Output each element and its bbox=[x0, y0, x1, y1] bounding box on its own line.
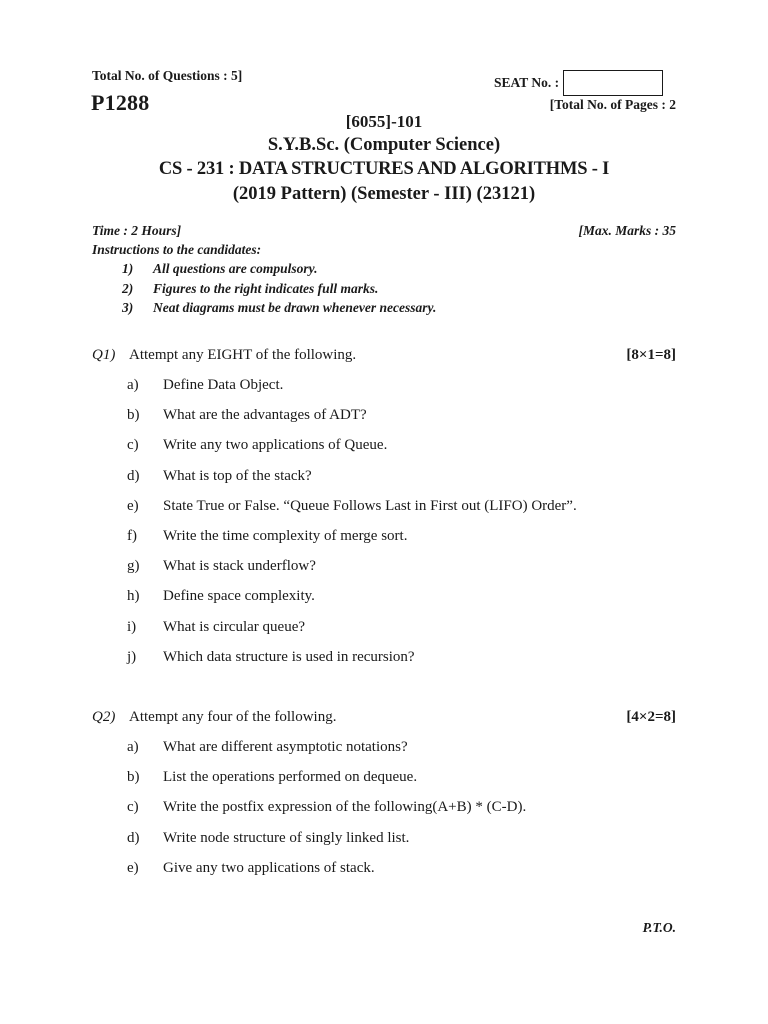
question-item bbox=[92, 558, 676, 588]
instruction-text: Neat diagrams must be drawn whenever necessary. bbox=[153, 300, 437, 315]
instructions-title: Instructions to the candidates: bbox=[92, 242, 262, 257]
instruction-text: All questions are compulsory. bbox=[153, 261, 318, 276]
question-text: Attempt any four of the following. bbox=[129, 709, 337, 725]
question-text: Attempt any EIGHT of the following. bbox=[129, 347, 357, 363]
item-letter: c) bbox=[127, 799, 139, 816]
item-text: Define space complexity. bbox=[163, 588, 315, 605]
question-item bbox=[92, 407, 676, 437]
item-letter: e) bbox=[127, 859, 139, 876]
item-text: What is stack underflow? bbox=[163, 558, 316, 575]
instruction-item bbox=[122, 300, 436, 320]
item-letter: b) bbox=[127, 769, 140, 786]
item-text: List the operations performed on dequeue. bbox=[163, 769, 418, 786]
question-item bbox=[92, 498, 676, 528]
item-letter: h) bbox=[127, 588, 140, 605]
question-item bbox=[92, 860, 676, 890]
exam-time: Time : 2 Hours] bbox=[92, 223, 182, 238]
question-items bbox=[92, 377, 676, 679]
question-item bbox=[92, 588, 676, 618]
question-2 bbox=[92, 709, 676, 890]
course-name: S.Y.B.Sc. (Computer Science) bbox=[267, 135, 501, 155]
seat-number-area bbox=[494, 69, 663, 97]
item-text: Give any two applications of stack. bbox=[163, 859, 375, 876]
paper-code: P1288 bbox=[91, 90, 150, 115]
instruction-item bbox=[122, 281, 436, 301]
item-text: Define Data Object. bbox=[163, 377, 284, 393]
question-item bbox=[92, 799, 676, 829]
item-letter: g) bbox=[127, 558, 140, 575]
question-item bbox=[92, 739, 676, 769]
total-questions: Total No. of Questions : 5] bbox=[92, 68, 243, 83]
item-text: What are the advantages of ADT? bbox=[163, 407, 367, 424]
item-text: Which data structure is used in recursion? bbox=[163, 648, 415, 665]
question-item bbox=[92, 830, 676, 860]
question-item bbox=[92, 377, 676, 407]
item-text: State True or False. “Queue Follows Last in First out (LIFO) Order”. bbox=[163, 497, 577, 514]
item-letter: a) bbox=[127, 377, 139, 393]
item-text: What is circular queue? bbox=[163, 618, 306, 635]
item-letter: i) bbox=[127, 618, 137, 635]
item-letter: a) bbox=[127, 739, 139, 755]
item-text: Write any two applications of Queue. bbox=[163, 437, 388, 454]
seat-label: SEAT No. : bbox=[494, 75, 560, 90]
question-marks: [4×2=8] bbox=[626, 709, 676, 725]
item-text: What is top of the stack? bbox=[163, 467, 312, 484]
item-text: What are different asymptotic notations? bbox=[163, 739, 408, 755]
instruction-item bbox=[122, 261, 436, 281]
instruction-text: Figures to the right indicates full marks. bbox=[153, 280, 379, 296]
item-letter: j) bbox=[127, 648, 137, 665]
subject-title: CS - 231 : DATA STRUCTURES AND ALGORITHMS - I bbox=[158, 159, 610, 179]
question-items bbox=[92, 739, 676, 890]
max-marks: [Max. Marks : 35 bbox=[578, 223, 676, 238]
question-item bbox=[92, 528, 676, 558]
item-text: Write the postfix expression of the following(A+B) * (C-D). bbox=[163, 799, 527, 816]
total-pages: [Total No. of Pages : 2 bbox=[549, 97, 676, 112]
pattern-info: (2019 Pattern) (Semester - III) (23121) bbox=[232, 184, 536, 204]
instruction-number: 1) bbox=[122, 261, 134, 276]
seat-number-box bbox=[563, 70, 663, 96]
question-header bbox=[92, 709, 676, 739]
question-item bbox=[92, 649, 676, 679]
question-number: Q1) bbox=[92, 347, 116, 363]
question-item bbox=[92, 769, 676, 799]
question-item bbox=[92, 468, 676, 498]
item-text: Write the time complexity of merge sort. bbox=[163, 527, 408, 544]
question-item bbox=[92, 619, 676, 649]
question-item bbox=[92, 437, 676, 467]
instruction-number: 3) bbox=[122, 300, 134, 315]
question-number: Q2) bbox=[92, 709, 116, 725]
item-letter: e) bbox=[127, 497, 139, 514]
exam-code: [6055]-101 bbox=[345, 112, 423, 131]
item-letter: c) bbox=[127, 437, 139, 454]
item-text: Write node structure of singly linked list. bbox=[163, 829, 410, 846]
question-1 bbox=[92, 347, 676, 679]
page-turn-over: P.T.O. bbox=[642, 920, 676, 935]
instructions-list bbox=[122, 261, 436, 320]
question-marks: [8×1=8] bbox=[626, 347, 676, 363]
item-letter: d) bbox=[127, 467, 140, 484]
question-header bbox=[92, 347, 676, 377]
item-letter: f) bbox=[127, 527, 137, 544]
item-letter: b) bbox=[127, 407, 140, 424]
item-letter: d) bbox=[127, 829, 140, 846]
instruction-number: 2) bbox=[122, 280, 134, 296]
